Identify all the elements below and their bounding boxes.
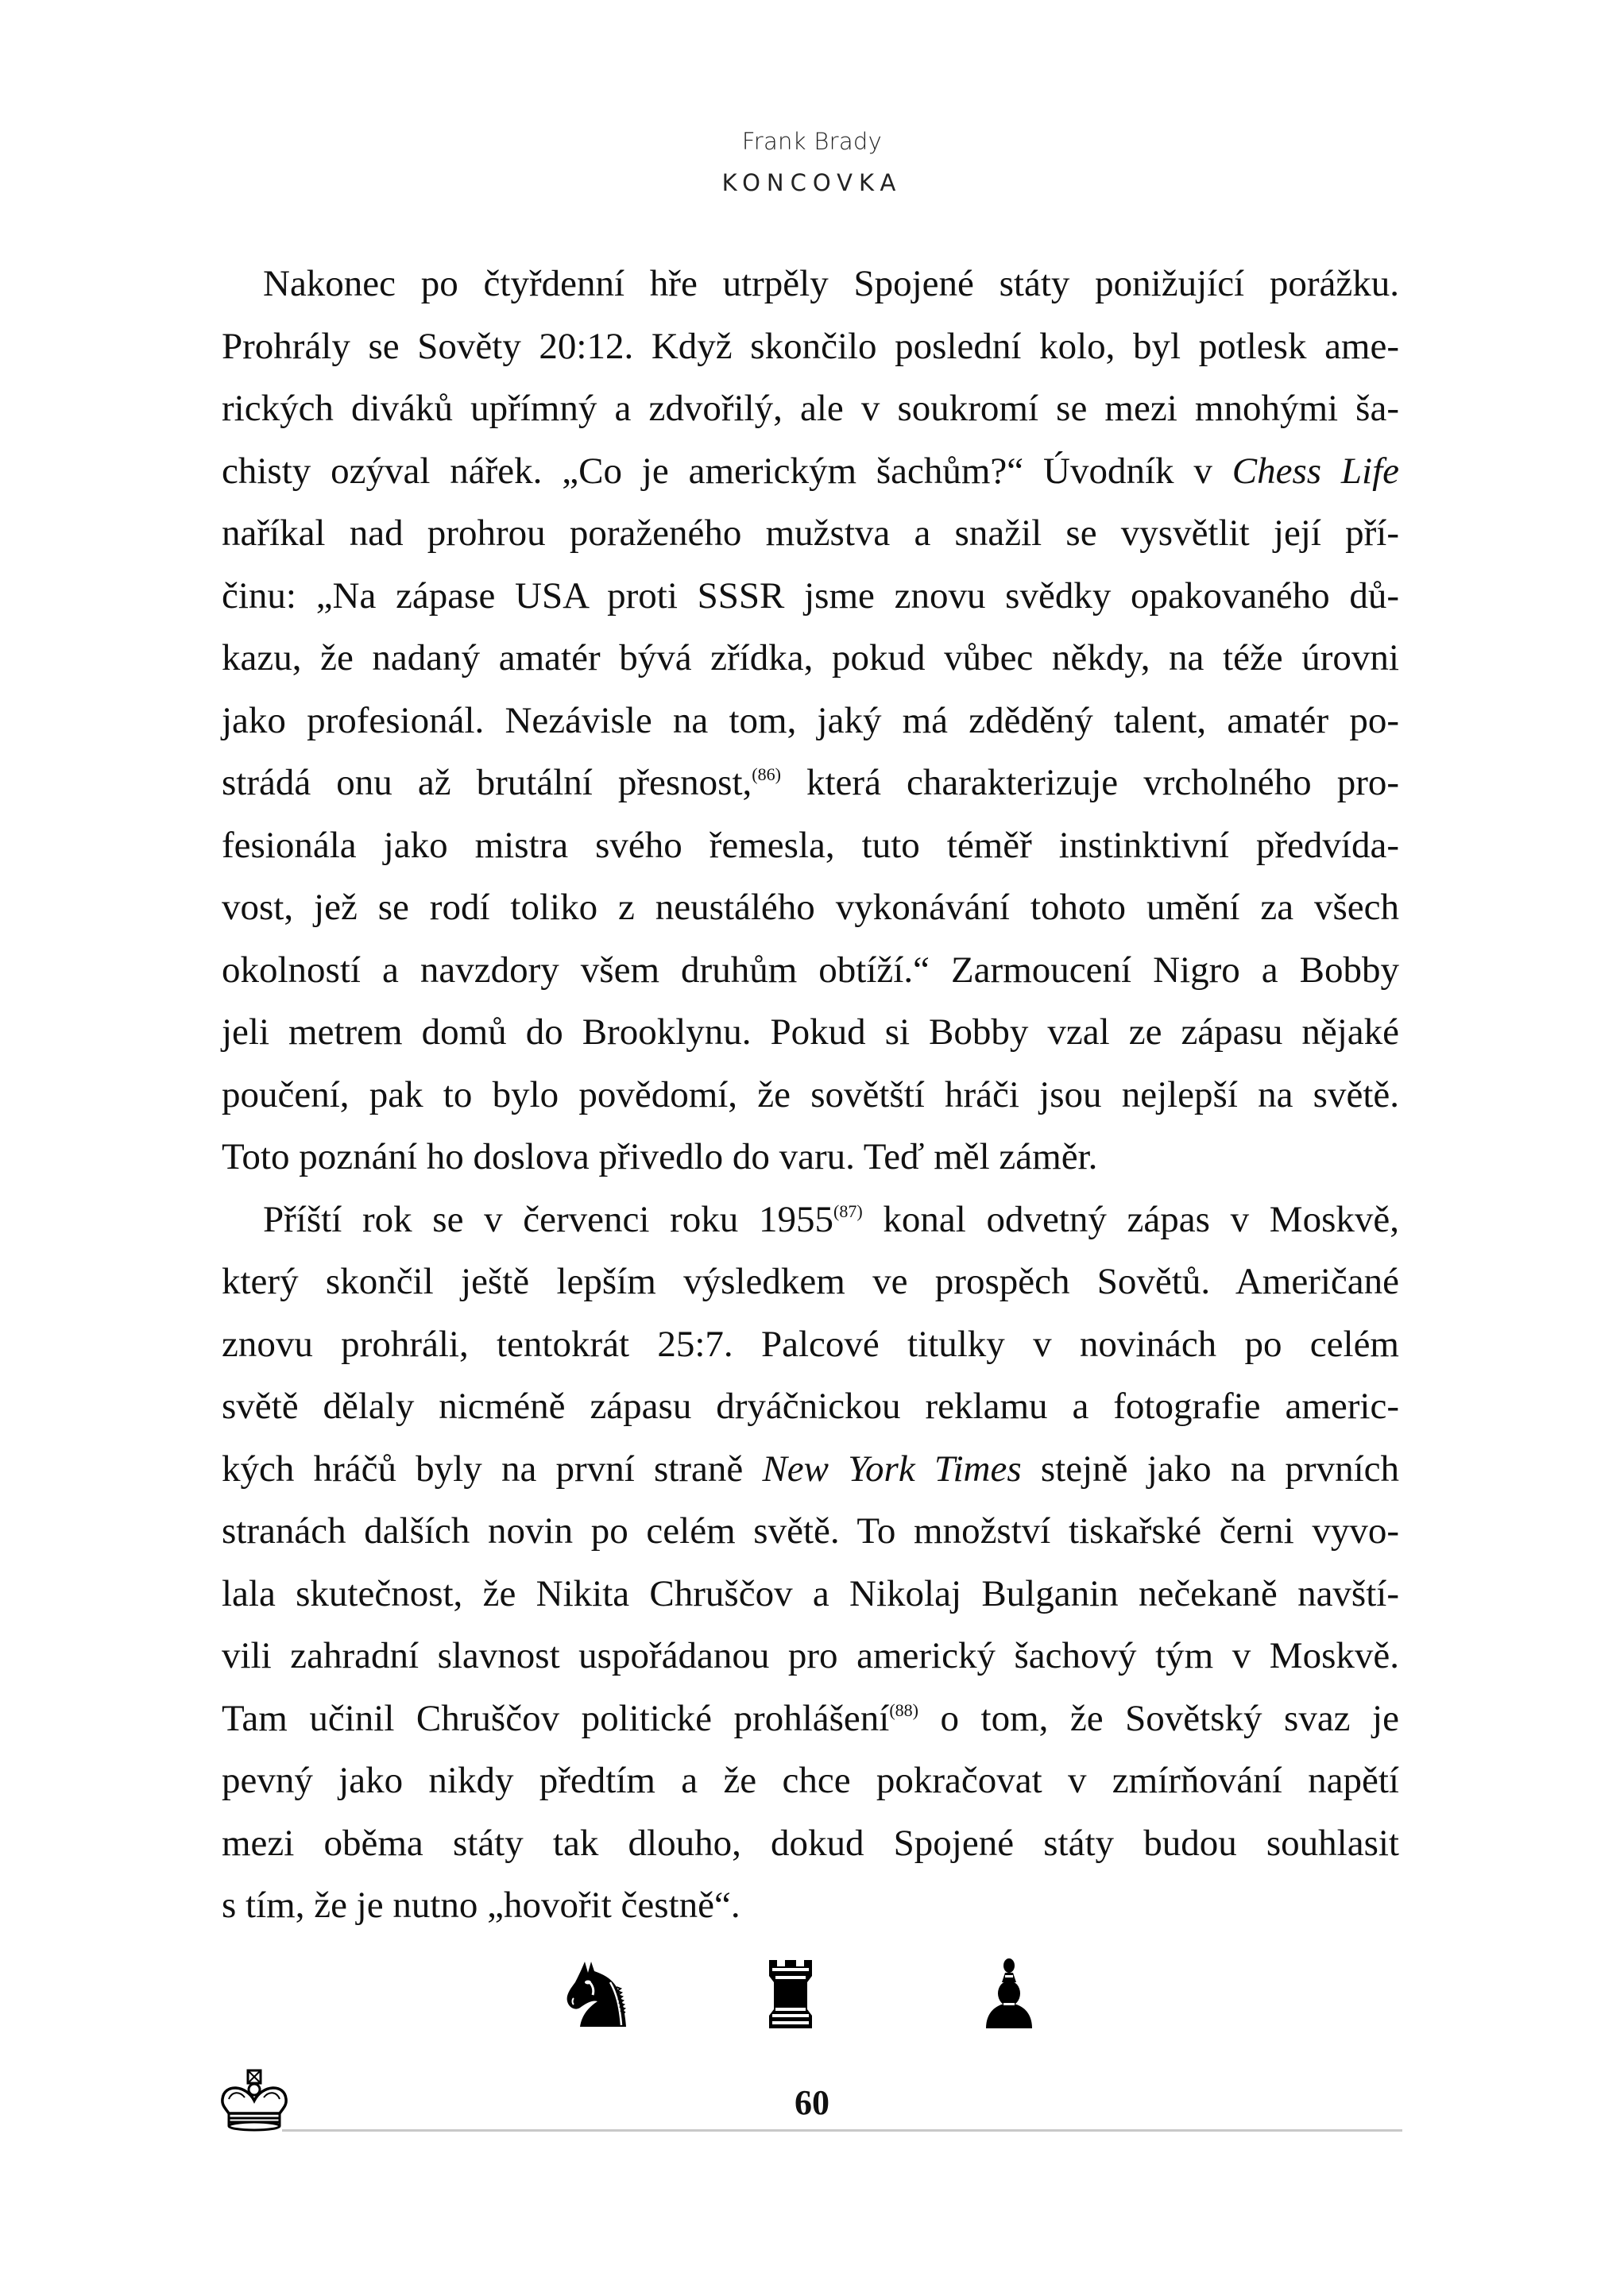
body-text bbox=[222, 253, 1399, 1937]
text-line: který skončil ještě lepším výsledkem ve prospěch Sovětů. Američané bbox=[222, 1261, 1399, 1302]
text-line bbox=[222, 1688, 1399, 1750]
text-line: stranách dalších novin po celém světě. To množství tiskařské černi vyvo- bbox=[222, 1510, 1399, 1552]
footnote-reference[interactable]: (87) bbox=[833, 1200, 863, 1221]
text-line: rických diváků upřímný a zdvořilý, ale v soukromí se mezi mnohými ša- bbox=[222, 388, 1399, 429]
running-header bbox=[0, 126, 1624, 199]
text-line: vili zahradní slavnost uspořádanou pro americký šachový tým v Moskvě. bbox=[222, 1635, 1399, 1676]
text-run: stejně jako na prvních bbox=[1021, 1448, 1399, 1490]
text-run: Příští rok se v červenci roku 1955 bbox=[263, 1198, 833, 1240]
text-run: konal odvetný zápas v Moskvě, bbox=[862, 1198, 1399, 1240]
text-line: Prohrály se Sověty 20:12. Když skončilo poslední kolo, byl potlesk ame- bbox=[222, 325, 1399, 367]
book-title: KONCOVKA bbox=[721, 169, 903, 196]
footnote-reference[interactable]: (86) bbox=[752, 764, 781, 784]
text-line: fesionála jako mistra svého řemesla, tuto téměř instinktivní předvída- bbox=[222, 824, 1399, 866]
text-line: Nakonec po čtyřdenní hře utrpěly Spojené státy ponižující porážku. bbox=[263, 263, 1399, 304]
text-run: o tom, že Sovětský svaz je bbox=[918, 1697, 1399, 1739]
text-run: chisty ozýval nářek. „Co je americkým šachům?“ Úvodník v bbox=[222, 450, 1232, 492]
text-run: strádá onu až brutální přesnost, bbox=[222, 762, 752, 803]
text-run: která charakterizuje vrcholného pro- bbox=[780, 762, 1399, 803]
page-number: 60 bbox=[795, 2083, 829, 2122]
text-line: světě dělaly nicméně zápasu dryáčnickou reklamu a fotografie americ- bbox=[222, 1386, 1399, 1427]
paragraph bbox=[222, 1189, 1399, 1937]
text-line: kazu, že nadaný amatér bývá zřídka, pokud vůbec někdy, na téže úrovni bbox=[222, 637, 1399, 679]
section-break-ornaments bbox=[0, 1958, 1624, 2046]
text-run: kých hráčů byly na první straně bbox=[222, 1448, 763, 1490]
footnote-reference[interactable]: (88) bbox=[889, 1699, 918, 1720]
publication-title: Chess Life bbox=[1232, 450, 1399, 492]
text-line: jako profesionál. Nezávisle na tom, jaký má zděděný talent, amatér po- bbox=[222, 699, 1399, 741]
text-line: pevný jako nikdy předtím a že chce pokračovat v zmírňování napětí bbox=[222, 1760, 1399, 1801]
text-line: znovu prohráli, tentokrát 25:7. Palcové titulky v novinách po celém bbox=[222, 1323, 1399, 1365]
paragraph bbox=[222, 253, 1399, 1189]
text-line: lala skutečnost, že Nikita Chruščov a Nikolaj Bulganin nečekaně navští- bbox=[222, 1572, 1399, 1614]
text-line: vost, jež se rodí toliko z neustálého vykonávání tohoto umění za všech bbox=[222, 887, 1399, 928]
text-line bbox=[222, 1438, 1399, 1501]
bishop-icon bbox=[983, 1958, 1035, 2034]
text-line bbox=[222, 440, 1399, 503]
text-line: okolností a navzdory všem druhům obtíží.“ Zarmoucení Nigro a Bobby bbox=[222, 949, 1399, 991]
rook-icon bbox=[768, 1958, 815, 2034]
text-line: Toto poznání ho doslova přivedlo do varu. Teď měl záměr. bbox=[222, 1136, 1098, 1177]
text-line: naříkal nad prohrou poraženého mužstva a snažil se vysvětlit její pří- bbox=[222, 512, 1399, 554]
text-line: činu: „Na zápase USA proti SSSR jsme znovu svědky opakovaného dů- bbox=[222, 574, 1399, 617]
text-line: s tím, že je nutno „hovořit čestně“. bbox=[222, 1885, 740, 1926]
text-line: poučení, pak to bylo povědomí, že sovětští hráči jsou nejlepší na světě. bbox=[222, 1073, 1399, 1115]
knight-icon bbox=[566, 1958, 637, 2034]
publication-title: New York Times bbox=[762, 1448, 1022, 1490]
footer-divider bbox=[282, 2129, 1402, 2132]
text-line: jeli metrem domů do Brooklynu. Pokud si Bobby vzal ze zápasu nějaké bbox=[222, 1011, 1399, 1053]
text-line bbox=[222, 1189, 1399, 1251]
text-run: Tam učinil Chruščov politické prohlášení bbox=[222, 1697, 890, 1739]
text-line: mezi oběma státy tak dlouho, dokud Spojené státy budou souhlasit bbox=[222, 1822, 1399, 1864]
text-line bbox=[222, 752, 1399, 814]
author-name: Frank Brady bbox=[741, 128, 883, 155]
